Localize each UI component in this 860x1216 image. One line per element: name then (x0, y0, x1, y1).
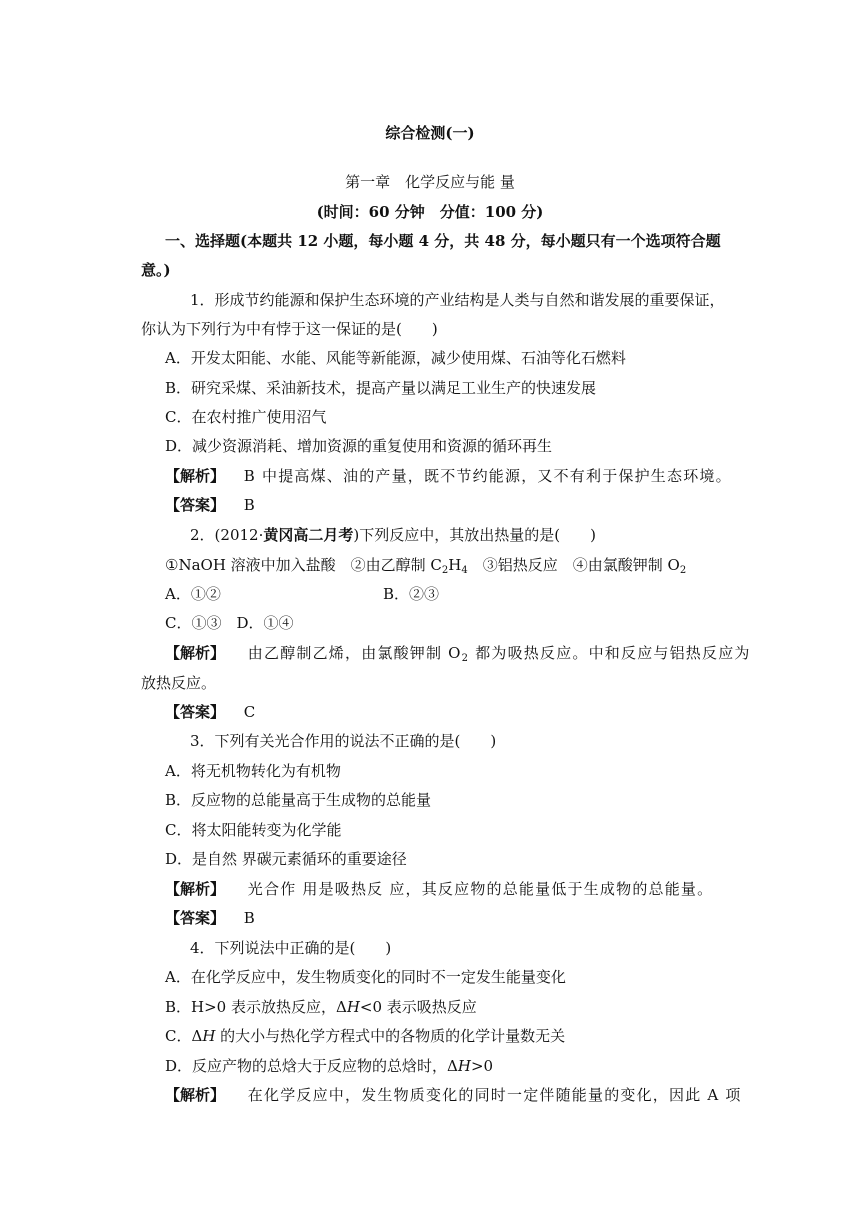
q4-stem: 4．下列说法中正确的是( ) (190, 939, 392, 957)
q1-answer-text: B (243, 496, 255, 514)
answer-tag: 【答案】 (165, 496, 226, 514)
q1-stem: 1．形成节约能源和保护生态环境的产业结构是人类与自然和谐发展的重要保证， (190, 291, 725, 309)
q3-answer-text: B (243, 909, 255, 927)
q2-answer-text: C (243, 703, 256, 721)
q3-option-c: C．将太阳能转变为化学能 (165, 821, 342, 839)
q2-option-b: B．②③ (383, 585, 440, 603)
doc-title: 综合检测(一) (385, 124, 475, 142)
q3-stem: 3．下列有关光合作用的说法不正确的是( ) (190, 732, 497, 750)
q3-option-a: A．将无机物转化为有机物 (165, 762, 341, 780)
q1-answer (165, 495, 255, 515)
q3-answer (165, 908, 255, 928)
q1-stem-cont: 你认为下列行为中有悖于这一保证的是( ) (141, 320, 438, 338)
q2-analysis (165, 643, 751, 663)
q2-option-a: A．①② (165, 585, 221, 603)
answer-tag: 【答案】 (165, 703, 226, 721)
q2-option-cd: C．①③ D．①④ (165, 614, 294, 632)
q4-option-c: C．ΔH 的大小与热化学方程式中的各物质的化学计量数无关 (165, 1027, 566, 1045)
q4-option-b: B．H>0 表示放热反应，ΔH<0 表示吸热反应 (165, 998, 477, 1016)
q1-analysis (165, 466, 732, 486)
chapter-heading: 第一章 化学反应与能 量 (345, 173, 515, 191)
q4-option-d: D．反应产物的总焓大于反应物的总焓时，ΔH>0 (165, 1057, 494, 1075)
analysis-tag: 【解析】 (165, 467, 226, 485)
q1-option-c: C．在农村推广使用沼气 (165, 408, 327, 426)
q2-items: ①NaOH 溶液中加入盐酸 ②由乙醇制 $C_2H_4$ ③铝热反应 ④由氯酸钾制 $O_2$ (165, 556, 687, 576)
section-heading-cont: 意。) (141, 261, 171, 279)
q1-option-a: A．开发太阳能、水能、风能等新能源，减少使用煤、石油等化石燃料 (165, 349, 626, 367)
analysis-tag: 【解析】 (165, 1086, 226, 1104)
q1-option-b: B．研究采煤、采油新技术，提高产量以满足工业生产的快速发展 (165, 379, 597, 397)
q3-analysis (165, 879, 713, 899)
analysis-tag: 【解析】 (165, 880, 226, 898)
q4-analysis (165, 1085, 742, 1105)
time-info: (时间：60 分钟 分值：100 分) (316, 203, 544, 221)
q3-analysis-text: 光合作 用是吸热反 应，其反应物的总能量低于生成物的总能量。 (247, 880, 714, 898)
q2-answer (165, 702, 255, 722)
q1-option-d: D．减少资源消耗、增加资源的重复使用和资源的循环再生 (165, 437, 553, 455)
answer-tag: 【答案】 (165, 909, 226, 927)
analysis-tag: 【解析】 (165, 644, 226, 662)
q2-analysis-cont: 放热反应。 (141, 674, 217, 692)
q4-option-a: A．在化学反应中，发生物质变化的同时不一定发生能量变化 (165, 968, 566, 986)
section-heading: 一、选择题(本题共 12 小题，每小题 4 分，共 48 分，每小题只有一个选项符合题 (165, 232, 721, 250)
q4-analysis-text: 在化学反应中，发生物质变化的同时一定伴随能量的变化，因此 A 项 (247, 1086, 742, 1104)
q2-analysis-text: 由乙醇制乙烯，由氯酸钾制 $O_2$ 都为吸热反应。中和反应与铝热反应为 (247, 644, 751, 664)
q2-stem: 2．(2012·黄冈高二月考)下列反应中，其放出热量的是( ) (190, 526, 596, 544)
q3-option-d: D．是自然 界碳元素循环的重要途径 (165, 850, 407, 868)
q3-option-b: B．反应物的总能量高于生成物的总能量 (165, 791, 432, 809)
q1-analysis-text: B 中提高煤、油的产量，既不节约能源，又不有利于保护生态环境。 (243, 467, 732, 485)
